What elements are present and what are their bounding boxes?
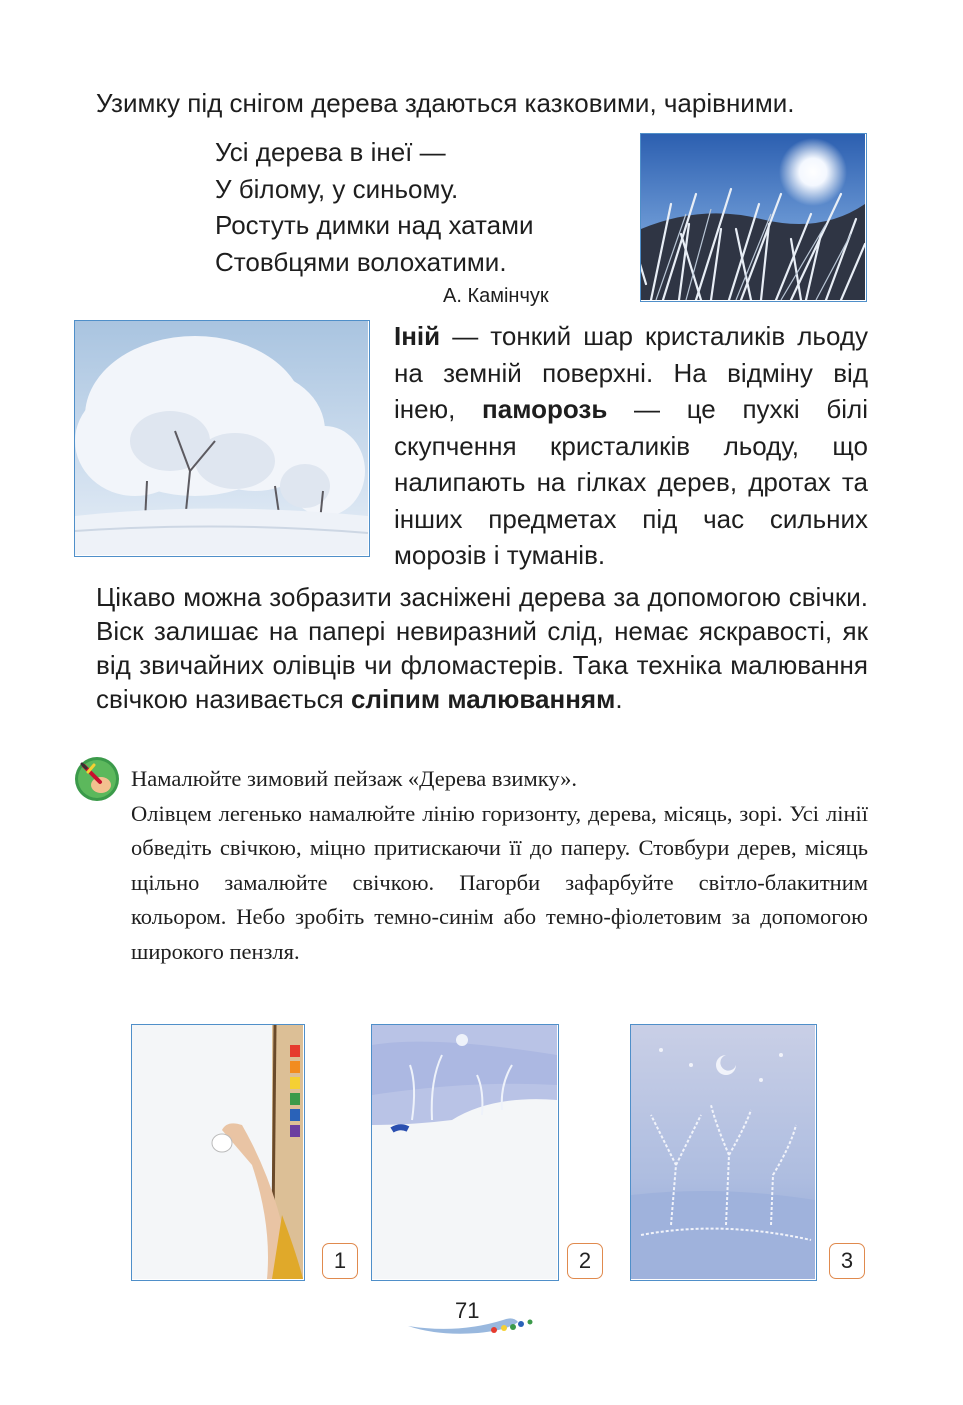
definition-text-2: — це пухкі білі скупчення кристаликів льоду, що налипають на гілках дерев, дротах та інших предметах під час сильних морозів і туманів.	[394, 394, 868, 570]
task-body: Олівцем легенько намалюйте лінію горизонту, дерева, місяць, зорі. Усі лінії обведіть свічкою, міцно притискаючи її до паперу. Стовбури дерев, місяць щільно замалюйте свічкою. Пагорби зафарбуйте світло-блакитним кольором. Небо зробіть темно-синім або темно-фіолетовим за допомогою широкого пензля.	[131, 800, 868, 964]
definition-text-1: — тонкий шар кристаликів льоду на земній поверхні. На відміну від інею,	[394, 321, 868, 424]
step-2-badge: 2	[567, 1243, 603, 1279]
poem-line: У білому, у синьому.	[215, 173, 459, 204]
term-hoarfrost: Іній	[394, 321, 441, 351]
painting-brush-icon	[74, 756, 120, 802]
poem-line: Ростуть димки над хатами	[215, 210, 534, 240]
step-1-badge: 1	[322, 1243, 358, 1279]
page-number: 71	[455, 1298, 480, 1323]
step-2-photo	[371, 1024, 559, 1281]
snowy-trees-photo	[74, 320, 370, 557]
step-3-photo	[630, 1024, 817, 1281]
step-1-photo	[131, 1024, 305, 1281]
poem	[215, 134, 534, 280]
step-3-badge: 3	[829, 1243, 865, 1279]
definition-paragraph	[394, 318, 868, 574]
candle-text-1: Цікаво можна зобразити засніжені дерева за допомогою свічки. Віск залишає на папері невиразний слід, немає яскравості, як від звичайних олівців чи фломастерів. Така техніка малювання свічкою називається	[96, 582, 868, 714]
candle-paragraph	[96, 580, 868, 716]
term-blind-drawing: сліпим малюванням	[350, 684, 616, 714]
task-title: Намалюйте зимовий пейзаж «Дерева взимку».	[131, 766, 578, 791]
poem-line: Стовбцями волохатими.	[215, 246, 507, 277]
term-rime: паморозь	[482, 394, 608, 424]
candle-text-2: .	[615, 684, 623, 714]
task-block	[131, 762, 868, 970]
poem-author: А. Камінчук	[443, 285, 549, 307]
intro-text: Узимку під снігом дерева здаються казковими, чарівними.	[96, 88, 795, 118]
frosty-grass-photo	[640, 133, 867, 302]
poem-line: Усі дерева в інеї —	[215, 137, 446, 167]
